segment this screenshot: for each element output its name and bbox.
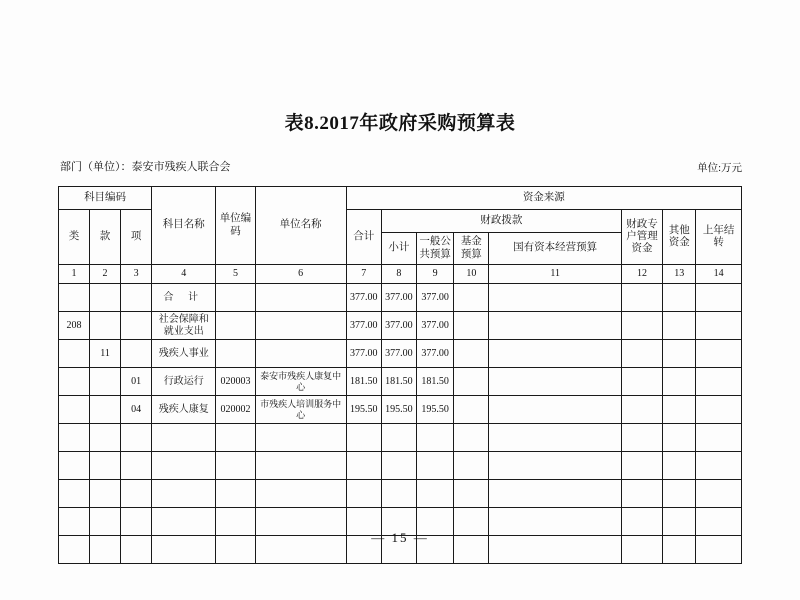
cell-empty — [454, 480, 489, 508]
cell-empty — [454, 424, 489, 452]
cell-subtotal: 195.50 — [381, 396, 416, 424]
cell-empty — [381, 424, 416, 452]
colnum-13: 13 — [663, 265, 696, 284]
cell-subject-name: 行政运行 — [152, 368, 216, 396]
cell-empty — [381, 452, 416, 480]
column-number-row — [59, 265, 742, 284]
cell-fund-budget — [454, 368, 489, 396]
cell-empty — [121, 424, 152, 452]
cell-unit-code: 020003 — [216, 368, 255, 396]
cell-special-account — [621, 312, 662, 340]
cell-state-capital — [489, 396, 621, 424]
cell-empty — [489, 480, 621, 508]
cell-subtotal: 377.00 — [381, 284, 416, 312]
header-lei: 类 — [59, 210, 90, 265]
cell-empty — [381, 480, 416, 508]
colnum-9: 9 — [416, 265, 453, 284]
cell-xiang — [121, 284, 152, 312]
cell-kuan — [90, 396, 121, 424]
cell-total: 377.00 — [346, 340, 381, 368]
cell-empty — [621, 480, 662, 508]
cell-state-capital — [489, 368, 621, 396]
cell-carryover — [696, 312, 742, 340]
cell-unit-name — [255, 312, 346, 340]
cell-empty — [216, 480, 255, 508]
cell-empty — [621, 424, 662, 452]
colnum-8: 8 — [381, 265, 416, 284]
cell-subject-name: 社会保障和就业支出 — [152, 312, 216, 340]
cell-total: 195.50 — [346, 396, 381, 424]
table-row — [59, 284, 742, 312]
table-row — [59, 340, 742, 368]
cell-xiang: 04 — [121, 396, 152, 424]
header-unit-name: 单位名称 — [255, 187, 346, 265]
cell-lei — [59, 368, 90, 396]
header-state-capital-budget: 国有资本经营预算 — [489, 233, 621, 265]
table-row-empty — [59, 424, 742, 452]
cell-empty — [255, 424, 346, 452]
cell-unit-code: 020002 — [216, 396, 255, 424]
cell-kuan: 11 — [90, 340, 121, 368]
page-number: — 15 — — [371, 530, 429, 545]
cell-subject-name: 残疾人康复 — [152, 396, 216, 424]
cell-unit-name — [255, 340, 346, 368]
cell-carryover — [696, 340, 742, 368]
table-row — [59, 368, 742, 396]
cell-empty — [90, 452, 121, 480]
cell-xiang — [121, 340, 152, 368]
cell-subject-name: 合 计 — [152, 284, 216, 312]
cell-empty — [346, 452, 381, 480]
cell-unit-code — [216, 312, 255, 340]
cell-empty — [152, 452, 216, 480]
cell-empty — [255, 452, 346, 480]
cell-empty — [663, 424, 696, 452]
cell-empty — [121, 480, 152, 508]
cell-kuan — [90, 312, 121, 340]
cell-empty — [489, 424, 621, 452]
page-title: 表8.2017年政府采购预算表 — [284, 113, 516, 134]
cell-empty — [59, 424, 90, 452]
cell-subtotal: 377.00 — [381, 340, 416, 368]
cell-unit-name: 泰安市残疾人康复中心 — [255, 368, 346, 396]
header-fiscal-appropriation: 财政拨款 — [381, 210, 621, 233]
header-kuan: 款 — [90, 210, 121, 265]
cell-empty — [696, 452, 742, 480]
table-row — [59, 312, 742, 340]
cell-other-funds — [663, 340, 696, 368]
colnum-1: 1 — [59, 265, 90, 284]
cell-subtotal: 377.00 — [381, 312, 416, 340]
cell-fund-budget — [454, 312, 489, 340]
table-header-row-1 — [59, 187, 742, 210]
header-fund-budget: 基金预算 — [454, 233, 489, 265]
cell-empty — [663, 480, 696, 508]
header-other-funds: 其他资金 — [663, 210, 696, 265]
cell-empty — [59, 452, 90, 480]
cell-special-account — [621, 284, 662, 312]
header-total: 合计 — [346, 210, 381, 265]
cell-empty — [696, 480, 742, 508]
table-row — [59, 396, 742, 424]
cell-subtotal: 181.50 — [381, 368, 416, 396]
cell-xiang: 01 — [121, 368, 152, 396]
header-xiang: 项 — [121, 210, 152, 265]
cell-empty — [216, 424, 255, 452]
cell-special-account — [621, 368, 662, 396]
cell-general-public: 377.00 — [416, 340, 453, 368]
cell-carryover — [696, 368, 742, 396]
cell-general-public: 377.00 — [416, 284, 453, 312]
cell-state-capital — [489, 340, 621, 368]
cell-kuan — [90, 284, 121, 312]
cell-empty — [346, 480, 381, 508]
colnum-5: 5 — [216, 265, 255, 284]
cell-empty — [416, 424, 453, 452]
budget-table-container — [58, 186, 742, 564]
cell-fund-budget — [454, 396, 489, 424]
colnum-12: 12 — [621, 265, 662, 284]
header-unit-code: 单位编码 — [216, 187, 255, 265]
cell-empty — [346, 424, 381, 452]
cell-empty — [90, 480, 121, 508]
cell-general-public: 181.50 — [416, 368, 453, 396]
cell-lei: 208 — [59, 312, 90, 340]
colnum-3: 3 — [121, 265, 152, 284]
cell-fund-budget — [454, 284, 489, 312]
cell-empty — [454, 452, 489, 480]
header-carryover: 上年结转 — [696, 210, 742, 265]
cell-empty — [152, 480, 216, 508]
cell-empty — [121, 452, 152, 480]
colnum-4: 4 — [152, 265, 216, 284]
department-line: 部门（单位）：泰安市残疾人联合会 — [60, 161, 231, 173]
header-funding-source: 资金来源 — [346, 187, 741, 210]
cell-state-capital — [489, 312, 621, 340]
cell-total: 181.50 — [346, 368, 381, 396]
cell-lei — [59, 340, 90, 368]
cell-other-funds — [663, 396, 696, 424]
header-general-public-budget: 一般公共预算 — [416, 233, 453, 265]
cell-empty — [696, 424, 742, 452]
header-subject-name: 科目名称 — [152, 187, 216, 265]
cell-empty — [416, 480, 453, 508]
colnum-11: 11 — [489, 265, 621, 284]
table-row-empty — [59, 480, 742, 508]
cell-empty — [416, 452, 453, 480]
cell-lei — [59, 396, 90, 424]
cell-state-capital — [489, 284, 621, 312]
cell-xiang — [121, 312, 152, 340]
cell-subject-name: 残疾人事业 — [152, 340, 216, 368]
colnum-7: 7 — [346, 265, 381, 284]
cell-carryover — [696, 284, 742, 312]
cell-general-public: 377.00 — [416, 312, 453, 340]
cell-empty — [489, 452, 621, 480]
cell-empty — [59, 480, 90, 508]
budget-table — [58, 186, 742, 564]
header-subtotal: 小计 — [381, 233, 416, 265]
cell-empty — [621, 452, 662, 480]
cell-carryover — [696, 396, 742, 424]
cell-other-funds — [663, 312, 696, 340]
cell-general-public: 195.50 — [416, 396, 453, 424]
cell-empty — [255, 480, 346, 508]
cell-other-funds — [663, 284, 696, 312]
cell-lei — [59, 284, 90, 312]
cell-unit-code — [216, 284, 255, 312]
header-code-group: 科目编码 — [59, 187, 152, 210]
cell-unit-name — [255, 284, 346, 312]
cell-fund-budget — [454, 340, 489, 368]
cell-total: 377.00 — [346, 312, 381, 340]
cell-total: 377.00 — [346, 284, 381, 312]
cell-unit-name: 市残疾人培训服务中心 — [255, 396, 346, 424]
cell-empty — [663, 452, 696, 480]
colnum-6: 6 — [255, 265, 346, 284]
table-row-empty — [59, 452, 742, 480]
cell-kuan — [90, 368, 121, 396]
cell-empty — [216, 452, 255, 480]
cell-special-account — [621, 340, 662, 368]
colnum-2: 2 — [90, 265, 121, 284]
cell-empty — [152, 424, 216, 452]
cell-unit-code — [216, 340, 255, 368]
currency-unit-label: 单位:万元 — [697, 163, 742, 174]
cell-other-funds — [663, 368, 696, 396]
header-special-account: 财政专户管理资金 — [621, 210, 662, 265]
colnum-10: 10 — [454, 265, 489, 284]
cell-special-account — [621, 396, 662, 424]
colnum-14: 14 — [696, 265, 742, 284]
cell-empty — [90, 424, 121, 452]
